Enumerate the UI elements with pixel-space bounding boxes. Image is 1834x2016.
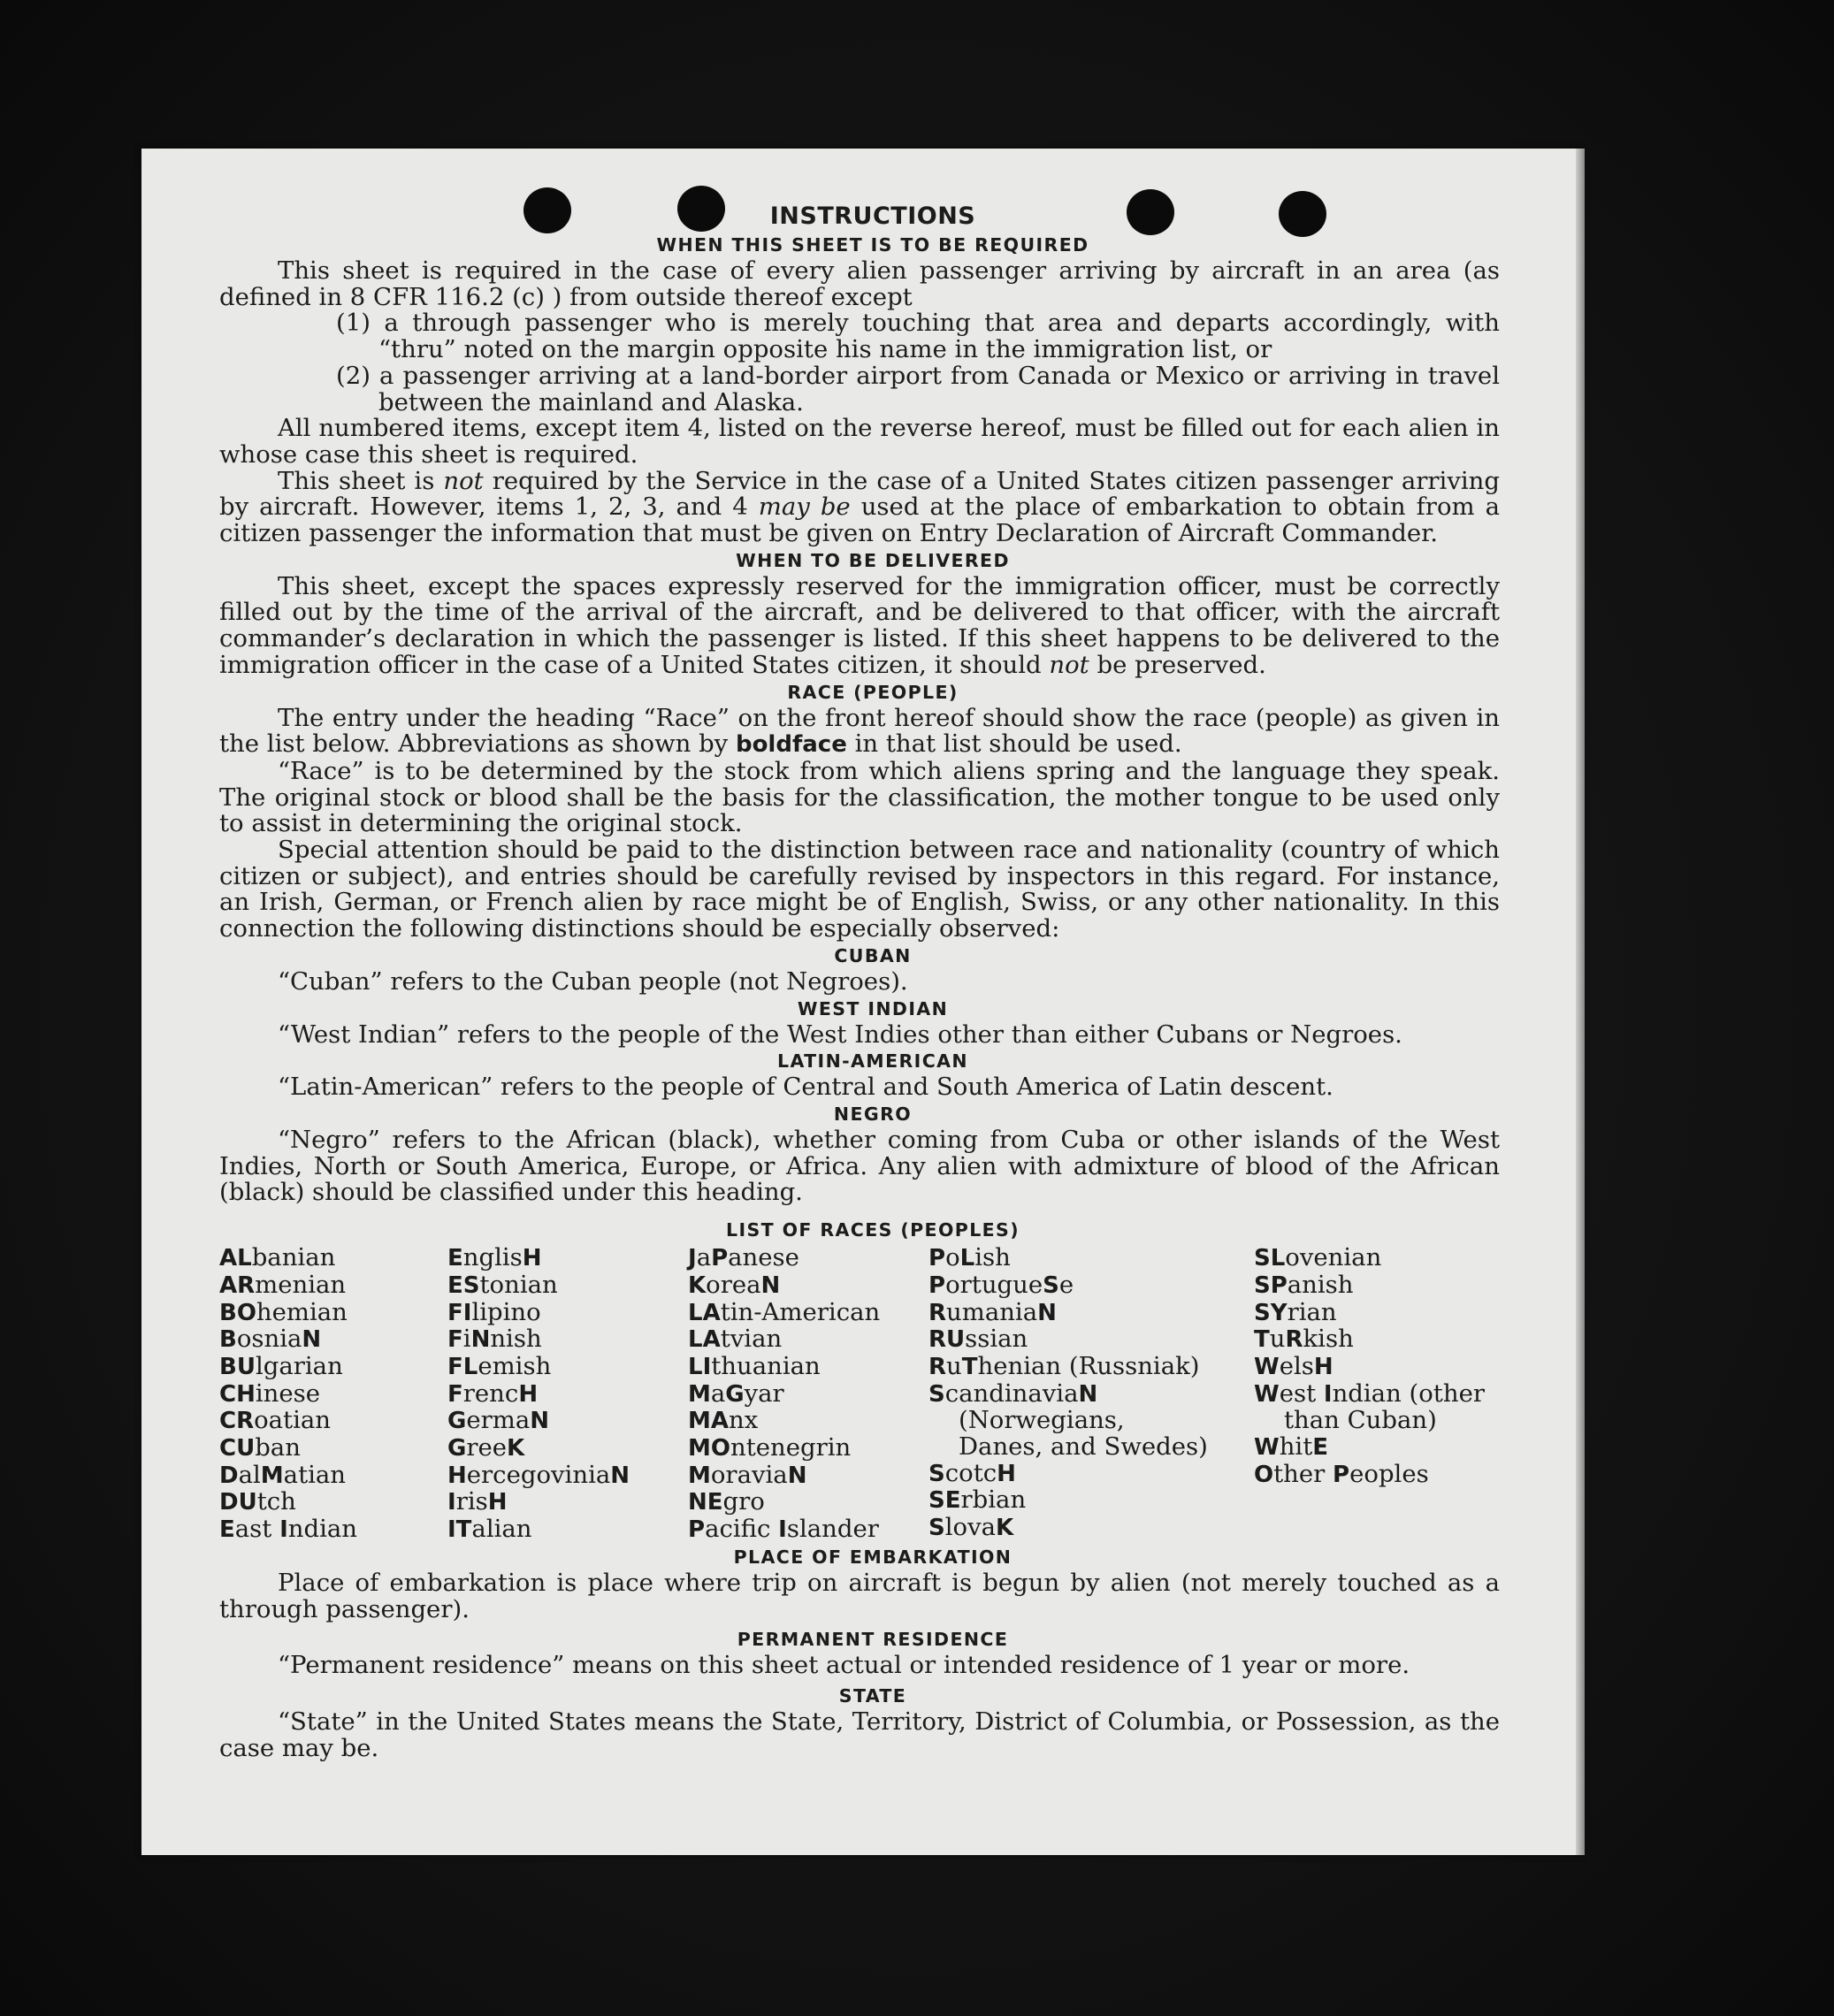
- race-abbreviation: SL: [1254, 1245, 1286, 1272]
- race-entry: [447, 1351, 688, 1381]
- race-abbreviation: N: [610, 1462, 630, 1489]
- race-entry: [688, 1245, 928, 1272]
- race-entry: [219, 1326, 447, 1354]
- race-entry: [219, 1489, 447, 1516]
- race-abbreviation: K: [996, 1515, 1014, 1542]
- race-entry: [447, 1326, 688, 1354]
- emphasis: not: [1049, 650, 1089, 679]
- race-abbreviation: F: [447, 1380, 463, 1408]
- race-abbreviation: I: [447, 1489, 456, 1516]
- race-text: ovenian: [1285, 1243, 1382, 1272]
- race-abbreviation: W: [1254, 1434, 1280, 1462]
- paragraph: Place of embarkation is place where trip on aircraft is begun by alien (not merely touched as a through passenger).: [219, 1568, 1500, 1623]
- race-abbreviation: BO: [219, 1299, 256, 1326]
- section-heading-delivered: WHEN TO BE DELIVERED: [736, 549, 1010, 571]
- race-column: [1254, 1245, 1500, 1544]
- sheet-edge: [1576, 149, 1585, 1855]
- race-abbreviation: LA: [688, 1326, 721, 1354]
- race-text: a: [710, 1378, 726, 1408]
- race-abbreviation: FL: [447, 1353, 478, 1380]
- race-text: erma: [466, 1406, 531, 1435]
- race-abbreviation: E: [447, 1245, 463, 1272]
- list-item: (2) a passenger arriving at a land-border airport from Canada or Mexico or arriving in travel between the mainland and Alaska.: [336, 361, 1500, 416]
- race-text: ercegovinia: [466, 1460, 611, 1489]
- race-text: inese: [255, 1378, 321, 1408]
- paragraph: “West Indian” refers to the people of the West Indies other than either Cubans or Negroes.: [278, 1019, 1402, 1049]
- paragraph: “Latin-American” refers to the people of Central and South America of Latin descent.: [278, 1073, 1333, 1102]
- race-entry: [1254, 1326, 1500, 1354]
- race-entry: [688, 1378, 928, 1409]
- race-text: u: [946, 1351, 962, 1380]
- race-abbreviation: E: [1312, 1434, 1329, 1462]
- race-entry: [447, 1435, 688, 1462]
- race-abbreviation: R: [928, 1353, 947, 1380]
- race-entry: [1254, 1378, 1500, 1435]
- race-abbreviation: N: [1078, 1380, 1098, 1408]
- race-abbreviation: N: [530, 1408, 550, 1435]
- race-entry: [688, 1297, 928, 1327]
- section-heading-negro: NEGRO: [833, 1103, 913, 1125]
- race-text: renc: [462, 1378, 519, 1408]
- race-abbreviation: FI: [447, 1299, 472, 1326]
- race-abbreviation: AR: [219, 1271, 256, 1299]
- race-entry: [928, 1487, 1211, 1515]
- race-text: ris: [455, 1487, 488, 1516]
- text-run: required by the Service in the case of a United States citizen passenger arriving by aircraft. However, items 1, 2, 3, and 4: [219, 466, 1500, 522]
- race-text: gro: [722, 1487, 765, 1516]
- race-text: ortugue: [945, 1270, 1043, 1299]
- race-text: lgarian: [255, 1351, 343, 1380]
- race-text: slander: [786, 1515, 879, 1544]
- race-entry: [447, 1245, 688, 1272]
- paragraph: [219, 466, 1500, 548]
- race-entry: [219, 1245, 447, 1272]
- race-text: thuanian: [711, 1351, 821, 1380]
- race-entry: [1254, 1272, 1500, 1300]
- race-abbreviation: I: [279, 1516, 288, 1544]
- race-text: tvian: [720, 1325, 783, 1354]
- race-entry: [1254, 1459, 1500, 1489]
- race-abbreviation: N: [470, 1326, 491, 1354]
- race-abbreviation: SE: [928, 1487, 961, 1515]
- race-entry: [219, 1297, 447, 1327]
- race-abbreviation: BU: [219, 1353, 256, 1380]
- text-run: used at the place of embarkation to obtain from a citizen passenger the information that must be given on Entry Declaration of Aircraft Commander.: [219, 493, 1500, 548]
- race-entry: [1254, 1434, 1500, 1462]
- race-abbreviation: N: [302, 1326, 322, 1354]
- race-text: nglis: [462, 1243, 523, 1272]
- emphasis: not: [443, 466, 484, 495]
- race-abbreviation: R: [1285, 1326, 1303, 1354]
- race-abbreviation: SY: [1254, 1299, 1288, 1326]
- race-text: anese: [728, 1243, 799, 1272]
- race-entry: [688, 1516, 928, 1544]
- paragraph: [219, 703, 1500, 759]
- page-title: INSTRUCTIONS: [769, 202, 976, 230]
- race-abbreviation: P: [688, 1516, 706, 1544]
- race-abbreviation: P: [1333, 1461, 1350, 1488]
- race-abbreviation: CH: [219, 1380, 256, 1408]
- section-heading-residence: PERMANENT RESIDENCE: [737, 1629, 1009, 1651]
- race-abbreviation: H: [997, 1460, 1016, 1487]
- race-abbreviation: H: [447, 1462, 467, 1489]
- race-list: [219, 1245, 1500, 1544]
- race-column: [219, 1245, 447, 1544]
- text-run: in that list should be used.: [846, 729, 1182, 759]
- text-run: be preserved.: [1089, 650, 1266, 679]
- race-abbreviation: P: [711, 1245, 729, 1272]
- race-abbreviation: L: [959, 1245, 975, 1272]
- race-entry: [688, 1435, 928, 1462]
- race-text: yar: [744, 1378, 784, 1408]
- race-text: tonian: [479, 1270, 558, 1299]
- race-text: ree: [466, 1433, 508, 1462]
- race-abbreviation: D: [219, 1462, 239, 1489]
- race-text: ndian: [287, 1515, 357, 1544]
- race-abbreviation: I: [1323, 1380, 1333, 1408]
- race-text: rian: [1287, 1297, 1337, 1326]
- race-text: al: [238, 1460, 261, 1489]
- race-abbreviation: G: [725, 1380, 745, 1408]
- race-abbreviation: S: [1043, 1271, 1059, 1299]
- paragraph: Special attention should be paid to the distinction between race and nationality (country of which citizen or subject), and entries should be carefully revised by inspectors in this regard. For instance, an Irish, German, or French alien by race might be of English, Swiss, or any other nationality. In this connection the following distinctions should be especially observed:: [219, 836, 1500, 943]
- race-entry: [447, 1272, 688, 1300]
- race-text: tin-American: [720, 1297, 881, 1326]
- race-abbreviation: N: [760, 1271, 781, 1299]
- race-entry: [1254, 1351, 1500, 1381]
- race-text: alian: [471, 1515, 532, 1544]
- race-abbreviation: K: [507, 1435, 525, 1462]
- race-entry: [219, 1435, 447, 1462]
- race-text: henian (Russniak): [977, 1351, 1200, 1380]
- race-entry: [447, 1516, 688, 1544]
- race-abbreviation: ES: [447, 1271, 480, 1299]
- race-abbreviation: LA: [688, 1299, 721, 1326]
- race-abbreviation: R: [928, 1299, 947, 1326]
- section-heading-latin-american: LATIN-AMERICAN: [777, 1050, 968, 1073]
- race-text: kish: [1303, 1325, 1354, 1354]
- race-abbreviation: AL: [219, 1245, 252, 1272]
- race-entry: [447, 1297, 688, 1327]
- race-text: banian: [251, 1243, 336, 1272]
- race-text: cotc: [944, 1458, 997, 1487]
- text-run: This sheet is: [278, 466, 444, 495]
- section-heading-list-of-races: LIST OF RACES (PEOPLES): [726, 1219, 1020, 1241]
- instructions-text: [219, 202, 1500, 1761]
- race-abbreviation: W: [1254, 1353, 1280, 1380]
- race-abbreviation: F: [447, 1326, 463, 1354]
- race-abbreviation: E: [219, 1516, 235, 1544]
- race-abbreviation: M: [688, 1462, 711, 1489]
- paragraph: This sheet is required in the case of every alien passenger arriving by aircraft in an area (as defined in 8 CFR 116.2 (c) ) from outside thereof except: [219, 256, 1500, 311]
- race-entry: [219, 1378, 447, 1409]
- race-entry: [688, 1489, 928, 1516]
- section-heading-embarkation: PLACE OF EMBARKATION: [733, 1546, 1013, 1568]
- race-abbreviation: O: [1254, 1461, 1274, 1488]
- paragraph: “Cuban” refers to the Cuban people (not Negroes).: [278, 966, 908, 996]
- race-abbreviation: H: [1313, 1353, 1333, 1380]
- race-entry: [928, 1272, 1211, 1300]
- section-heading-state: STATE: [838, 1684, 907, 1707]
- race-text: est: [1279, 1378, 1324, 1408]
- race-abbreviation: T: [961, 1353, 978, 1380]
- race-abbreviation: S: [928, 1380, 945, 1408]
- race-entry: [1254, 1297, 1500, 1327]
- race-text: els: [1279, 1351, 1314, 1380]
- race-abbreviation: K: [688, 1271, 707, 1299]
- race-entry: [1254, 1245, 1500, 1272]
- race-abbreviation: IT: [447, 1516, 472, 1544]
- race-abbreviation: G: [447, 1408, 467, 1435]
- race-abbreviation: H: [487, 1489, 508, 1516]
- race-abbreviation: P: [928, 1245, 946, 1272]
- race-entry: [688, 1408, 928, 1435]
- race-entry: [688, 1272, 928, 1300]
- race-abbreviation: CU: [219, 1435, 256, 1462]
- race-abbreviation: N: [787, 1462, 807, 1489]
- paragraph: “Permanent residence” means on this sheet actual or intended residence of 1 year or more.: [278, 1651, 1410, 1680]
- bold-text: boldface: [735, 731, 847, 759]
- race-entry: [928, 1326, 1211, 1354]
- race-abbreviation: G: [447, 1435, 467, 1462]
- race-column: [688, 1245, 928, 1544]
- race-entry: [688, 1326, 928, 1354]
- race-text: anish: [1287, 1270, 1354, 1299]
- race-text: o: [945, 1243, 960, 1272]
- race-text: e: [1058, 1270, 1074, 1299]
- race-abbreviation: B: [219, 1326, 237, 1354]
- race-abbreviation: H: [522, 1245, 542, 1272]
- paragraph: [219, 571, 1500, 679]
- race-abbreviation: M: [688, 1380, 711, 1408]
- race-entry: [219, 1516, 447, 1544]
- race-text: osnia: [236, 1325, 302, 1354]
- race-abbreviation: CR: [219, 1408, 255, 1435]
- race-abbreviation: NE: [688, 1489, 723, 1516]
- race-text: ntenegrin: [730, 1433, 852, 1462]
- race-text: acific: [705, 1515, 779, 1544]
- race-entry: [447, 1462, 688, 1490]
- race-text: emish: [478, 1351, 552, 1380]
- race-text: lipino: [471, 1297, 541, 1326]
- race-abbreviation: T: [1254, 1326, 1270, 1354]
- race-column: [447, 1245, 688, 1544]
- race-text: ish: [974, 1243, 1011, 1272]
- paragraph: All numbered items, except item 4, listed on the reverse hereof, must be filled out for each alien in whose case this sheet is required.: [219, 414, 1500, 469]
- race-text: (Norwegians, Danes, and Swedes): [959, 1406, 1208, 1462]
- race-entry: [447, 1489, 688, 1516]
- section-heading-required: WHEN THIS SHEET IS TO BE REQUIRED: [656, 234, 1089, 256]
- race-abbreviation: S: [928, 1515, 945, 1542]
- race-text: hit: [1279, 1432, 1313, 1462]
- race-text: i: [462, 1325, 471, 1354]
- race-text: ther: [1273, 1459, 1333, 1488]
- race-abbreviation: H: [518, 1380, 539, 1408]
- race-abbreviation: RU: [928, 1326, 966, 1354]
- race-abbreviation: MO: [688, 1435, 730, 1462]
- race-text: ndian (other than Cuban): [1284, 1378, 1485, 1435]
- race-text: orea: [706, 1270, 761, 1299]
- race-abbreviation: J: [688, 1245, 697, 1272]
- race-entry: [447, 1378, 688, 1409]
- race-text: candinavia: [944, 1378, 1079, 1408]
- race-abbreviation: M: [260, 1462, 284, 1489]
- race-abbreviation: I: [778, 1516, 787, 1544]
- race-entry: [928, 1297, 1211, 1327]
- race-text: lova: [944, 1513, 997, 1542]
- text-run: This sheet, except the spaces expressly reserved for the immigration officer, must be correctly filled out by the time of the arrival of the aircraft, and be delivered to that officer, with the aircraft commander’s declaration in which the passenger is listed. If this sheet happens to be delivered to the immigration officer in the case of a United States citizen, it should: [219, 571, 1500, 679]
- race-abbreviation: W: [1254, 1380, 1280, 1408]
- race-text: ssian: [965, 1325, 1028, 1354]
- race-abbreviation: P: [928, 1271, 946, 1299]
- emphasis: may be: [758, 493, 851, 522]
- race-abbreviation: LI: [688, 1353, 712, 1380]
- race-text: umania: [946, 1297, 1038, 1326]
- race-abbreviation: SP: [1254, 1271, 1288, 1299]
- race-abbreviation: MA: [688, 1408, 729, 1435]
- race-text: a: [696, 1243, 712, 1272]
- paragraph: “Race” is to be determined by the stock from which aliens spring and the language they speak. The original stock or blood shall be the basis for the classification, the mother tongue to be used only to assist in determining the original stock.: [219, 756, 1500, 838]
- race-text: oatian: [254, 1406, 332, 1435]
- race-text: menian: [255, 1270, 347, 1299]
- race-text: rbian: [960, 1485, 1027, 1515]
- race-entry: [219, 1272, 447, 1300]
- text-run: The entry under the heading “Race” on the front hereof should show the race (people) as given in the list below. Abbreviations as shown by: [219, 703, 1500, 759]
- race-entry: [928, 1378, 1211, 1462]
- race-entry: [928, 1515, 1211, 1542]
- race-entry: [447, 1408, 688, 1435]
- section-heading-cuban: CUBAN: [834, 944, 912, 966]
- race-abbreviation: N: [1037, 1299, 1057, 1326]
- race-text: nish: [490, 1325, 542, 1354]
- race-text: oravia: [710, 1460, 788, 1489]
- race-entry: [928, 1458, 1211, 1488]
- paragraph: “Negro” refers to the African (black), whether coming from Cuba or other islands of the West Indies, North or South America, Europe, or Africa. Any alien with admixture of blood of the African (black) should be classified under this heading.: [219, 1125, 1500, 1207]
- race-text: hemian: [256, 1297, 348, 1326]
- race-text: eoples: [1349, 1459, 1429, 1488]
- race-abbreviation: DU: [219, 1489, 257, 1516]
- race-text: ast: [234, 1515, 280, 1544]
- race-abbreviation: S: [928, 1460, 945, 1487]
- race-entry: [219, 1462, 447, 1490]
- race-text: tch: [256, 1487, 296, 1516]
- race-text: atian: [283, 1460, 347, 1489]
- race-text: nx: [729, 1406, 759, 1435]
- paragraph: “State” in the United States means the State, Territory, District of Columbia, or Possession, as the case may be.: [219, 1707, 1500, 1762]
- race-entry: [928, 1245, 1211, 1272]
- list-item: (1) a through passenger who is merely touching that area and departs accordingly, with “thru” noted on the margin opposite his name in the immigration list, or: [336, 309, 1500, 364]
- section-heading-west-indian: WEST INDIAN: [797, 997, 949, 1019]
- race-text: ban: [255, 1433, 301, 1462]
- race-text: u: [1269, 1325, 1286, 1354]
- race-entry: [219, 1408, 447, 1435]
- race-entry: [219, 1351, 447, 1381]
- race-entry: [688, 1351, 928, 1381]
- section-heading-race: RACE (PEOPLE): [787, 681, 959, 703]
- race-column: [928, 1245, 1254, 1544]
- race-entry: [688, 1462, 928, 1490]
- race-entry: [928, 1351, 1211, 1381]
